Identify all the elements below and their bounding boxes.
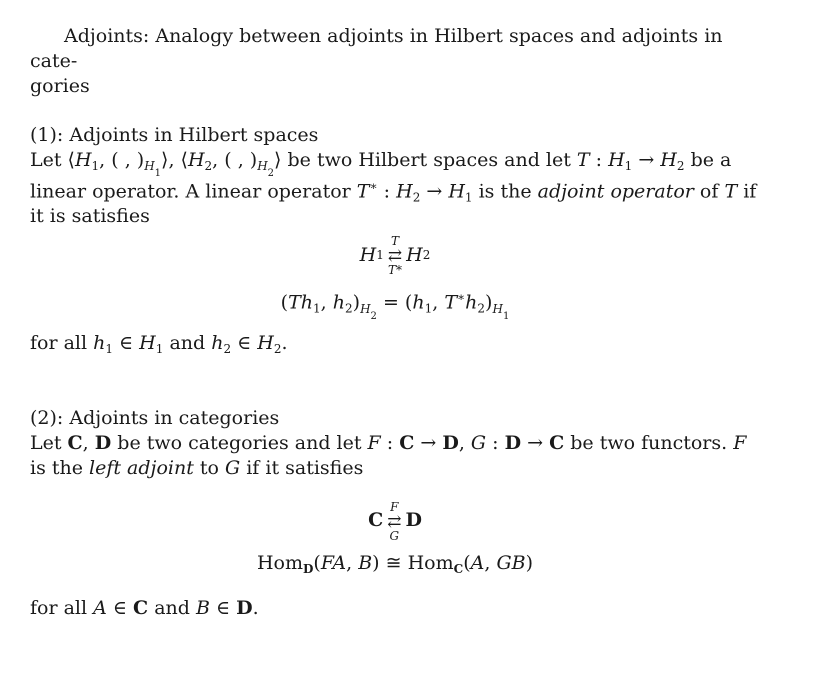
section-2-heading: (2): Adjoints in categories <box>30 406 280 429</box>
adjoint-arrows-icon: ⇄ <box>387 511 402 532</box>
hilbert-adjoint-equation: ($Th_1$, $h_2)_{H_2} = (h_1$, $T^∗h_2)_{H_1}$ <box>280 290 510 322</box>
title-line-1: Adjoints: Analogy between adjoints in Hilbert spaces and adjoints in cate- <box>30 25 723 72</box>
hilbert-adjoint-diagram: H 1 T ⇄ T* H 2 <box>359 234 431 278</box>
section-1-forall: for all $h_1$ ∈ $H_1$ and $h_2$ ∈ $H_2$. <box>30 331 288 356</box>
section-2-paragraph: Let C, D be two categories and let F : C → D, G : D → C be two functors. F is the left adjoint to G if it satisfies <box>30 431 747 479</box>
left-adjoint-term: left adjoint <box>89 456 194 479</box>
document-title <box>30 24 760 99</box>
diagram-bottom-label: G <box>389 528 400 543</box>
section-2-forall: for all A ∈ C and B ∈ D. <box>30 596 259 619</box>
category-adjoint-diagram: C F ⇄ G D <box>368 499 422 543</box>
title-line-2: gories <box>30 75 90 97</box>
document-page <box>30 24 760 621</box>
diagram-bottom-label: T* <box>387 263 402 278</box>
adjoint-arrows-icon: ⇄ <box>387 246 403 267</box>
adjoint-operator-term: adjoint operator <box>537 180 694 203</box>
diagram-top-label: T <box>390 234 399 249</box>
category-adjoint-equation: Hom$_D$(FA, B) ≅ Hom$_C$(A, GB) <box>256 551 533 576</box>
section-1-paragraph: Let $⟨H_1$, ( , )$_{H_1}⟩$, $⟨H_2$, ( , )$_{H_2}⟩$ be two Hilbert spaces and let T : $H_1 \to H_2$ be a linear operator. A linear operator T∗ : $H_2 \to H_1$ is the adjoint operator of T if it is satisfies <box>30 149 757 228</box>
diagram-top-label: F <box>390 499 399 514</box>
section-1-heading: (1): Adjoints in Hilbert spaces <box>30 124 319 146</box>
